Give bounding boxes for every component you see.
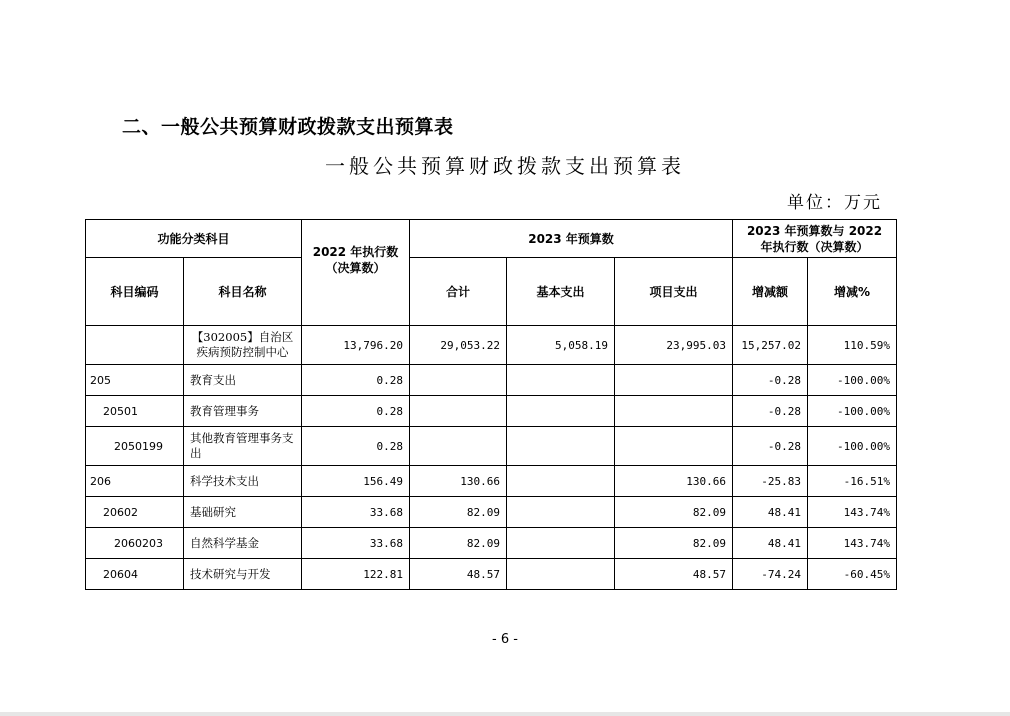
row-change-amount: -25.83 [733, 466, 808, 497]
row-total: 48.57 [410, 559, 507, 590]
row-exec-2022: 156.49 [302, 466, 410, 497]
row-code: 20602 [86, 497, 184, 528]
row-code: 20604 [86, 559, 184, 590]
row-basic [507, 365, 615, 396]
row-total [410, 365, 507, 396]
section-heading: 二、一般公共预算财政拨款支出预算表 [122, 116, 454, 138]
row-name: 【302005】自治区疾病预防控制中心 [184, 326, 302, 365]
row-name: 科学技术支出 [184, 466, 302, 497]
row-total [410, 427, 507, 466]
page-bottom-divider [0, 712, 1010, 716]
row-basic [507, 396, 615, 427]
row-code: 20501 [86, 396, 184, 427]
table-row [86, 396, 897, 427]
row-exec-2022: 0.28 [302, 427, 410, 466]
row-name: 教育管理事务 [184, 396, 302, 427]
header-change-pct: 增减% [808, 258, 897, 326]
row-basic: 5,058.19 [507, 326, 615, 365]
row-total: 130.66 [410, 466, 507, 497]
table-row [86, 466, 897, 497]
row-total: 82.09 [410, 528, 507, 559]
row-basic [507, 427, 615, 466]
row-project [615, 427, 733, 466]
row-change-amount: -74.24 [733, 559, 808, 590]
row-name: 教育支出 [184, 365, 302, 396]
row-project [615, 365, 733, 396]
row-exec-2022: 0.28 [302, 365, 410, 396]
row-code: 2050199 [86, 427, 184, 466]
row-project: 82.09 [615, 497, 733, 528]
row-code [86, 326, 184, 365]
row-change-amount: 48.41 [733, 497, 808, 528]
row-exec-2022: 13,796.20 [302, 326, 410, 365]
row-name: 其他教育管理事务支出 [184, 427, 302, 466]
header-budget-2023: 2023 年预算数 [410, 220, 733, 258]
table-row [86, 427, 897, 466]
row-exec-2022: 0.28 [302, 396, 410, 427]
row-change-pct: 110.59% [808, 326, 897, 365]
row-basic [507, 559, 615, 590]
table-row [86, 528, 897, 559]
header-functional-class: 功能分类科目 [86, 220, 302, 258]
row-change-amount: 48.41 [733, 528, 808, 559]
row-name: 技术研究与开发 [184, 559, 302, 590]
row-basic [507, 497, 615, 528]
row-code: 2060203 [86, 528, 184, 559]
row-change-pct: 143.74% [808, 528, 897, 559]
row-change-pct: -16.51% [808, 466, 897, 497]
budget-table [85, 219, 897, 590]
row-change-pct: -100.00% [808, 396, 897, 427]
row-change-amount: -0.28 [733, 427, 808, 466]
row-change-amount: -0.28 [733, 365, 808, 396]
row-basic [507, 466, 615, 497]
page-number: - 6 - [492, 632, 518, 647]
table-row [86, 365, 897, 396]
header-basic: 基本支出 [507, 258, 615, 326]
header-total: 合计 [410, 258, 507, 326]
header-project: 项目支出 [615, 258, 733, 326]
row-change-amount: 15,257.02 [733, 326, 808, 365]
row-name: 基础研究 [184, 497, 302, 528]
header-exec-2022: 2022 年执行数（决算数） [302, 220, 410, 326]
header-change-amount: 增减额 [733, 258, 808, 326]
row-project: 130.66 [615, 466, 733, 497]
row-change-pct: -100.00% [808, 427, 897, 466]
table-row [86, 559, 897, 590]
row-code: 206 [86, 466, 184, 497]
row-code: 205 [86, 365, 184, 396]
row-change-pct: -60.45% [808, 559, 897, 590]
row-exec-2022: 33.68 [302, 497, 410, 528]
row-total: 82.09 [410, 497, 507, 528]
row-project: 82.09 [615, 528, 733, 559]
row-total [410, 396, 507, 427]
row-exec-2022: 122.81 [302, 559, 410, 590]
row-project: 23,995.03 [615, 326, 733, 365]
header-comparison: 2023 年预算数与 2022 年执行数（决算数） [733, 220, 897, 258]
row-exec-2022: 33.68 [302, 528, 410, 559]
row-total: 29,053.22 [410, 326, 507, 365]
header-name: 科目名称 [184, 258, 302, 326]
row-name: 自然科学基金 [184, 528, 302, 559]
row-change-pct: 143.74% [808, 497, 897, 528]
unit-label: 单位：万元 [787, 193, 882, 213]
header-code: 科目编码 [86, 258, 184, 326]
row-change-amount: -0.28 [733, 396, 808, 427]
row-basic [507, 528, 615, 559]
row-project [615, 396, 733, 427]
row-project: 48.57 [615, 559, 733, 590]
table-title: 一般公共预算财政拨款支出预算表 [325, 154, 685, 178]
table-row [86, 497, 897, 528]
table-row [86, 326, 897, 365]
row-change-pct: -100.00% [808, 365, 897, 396]
